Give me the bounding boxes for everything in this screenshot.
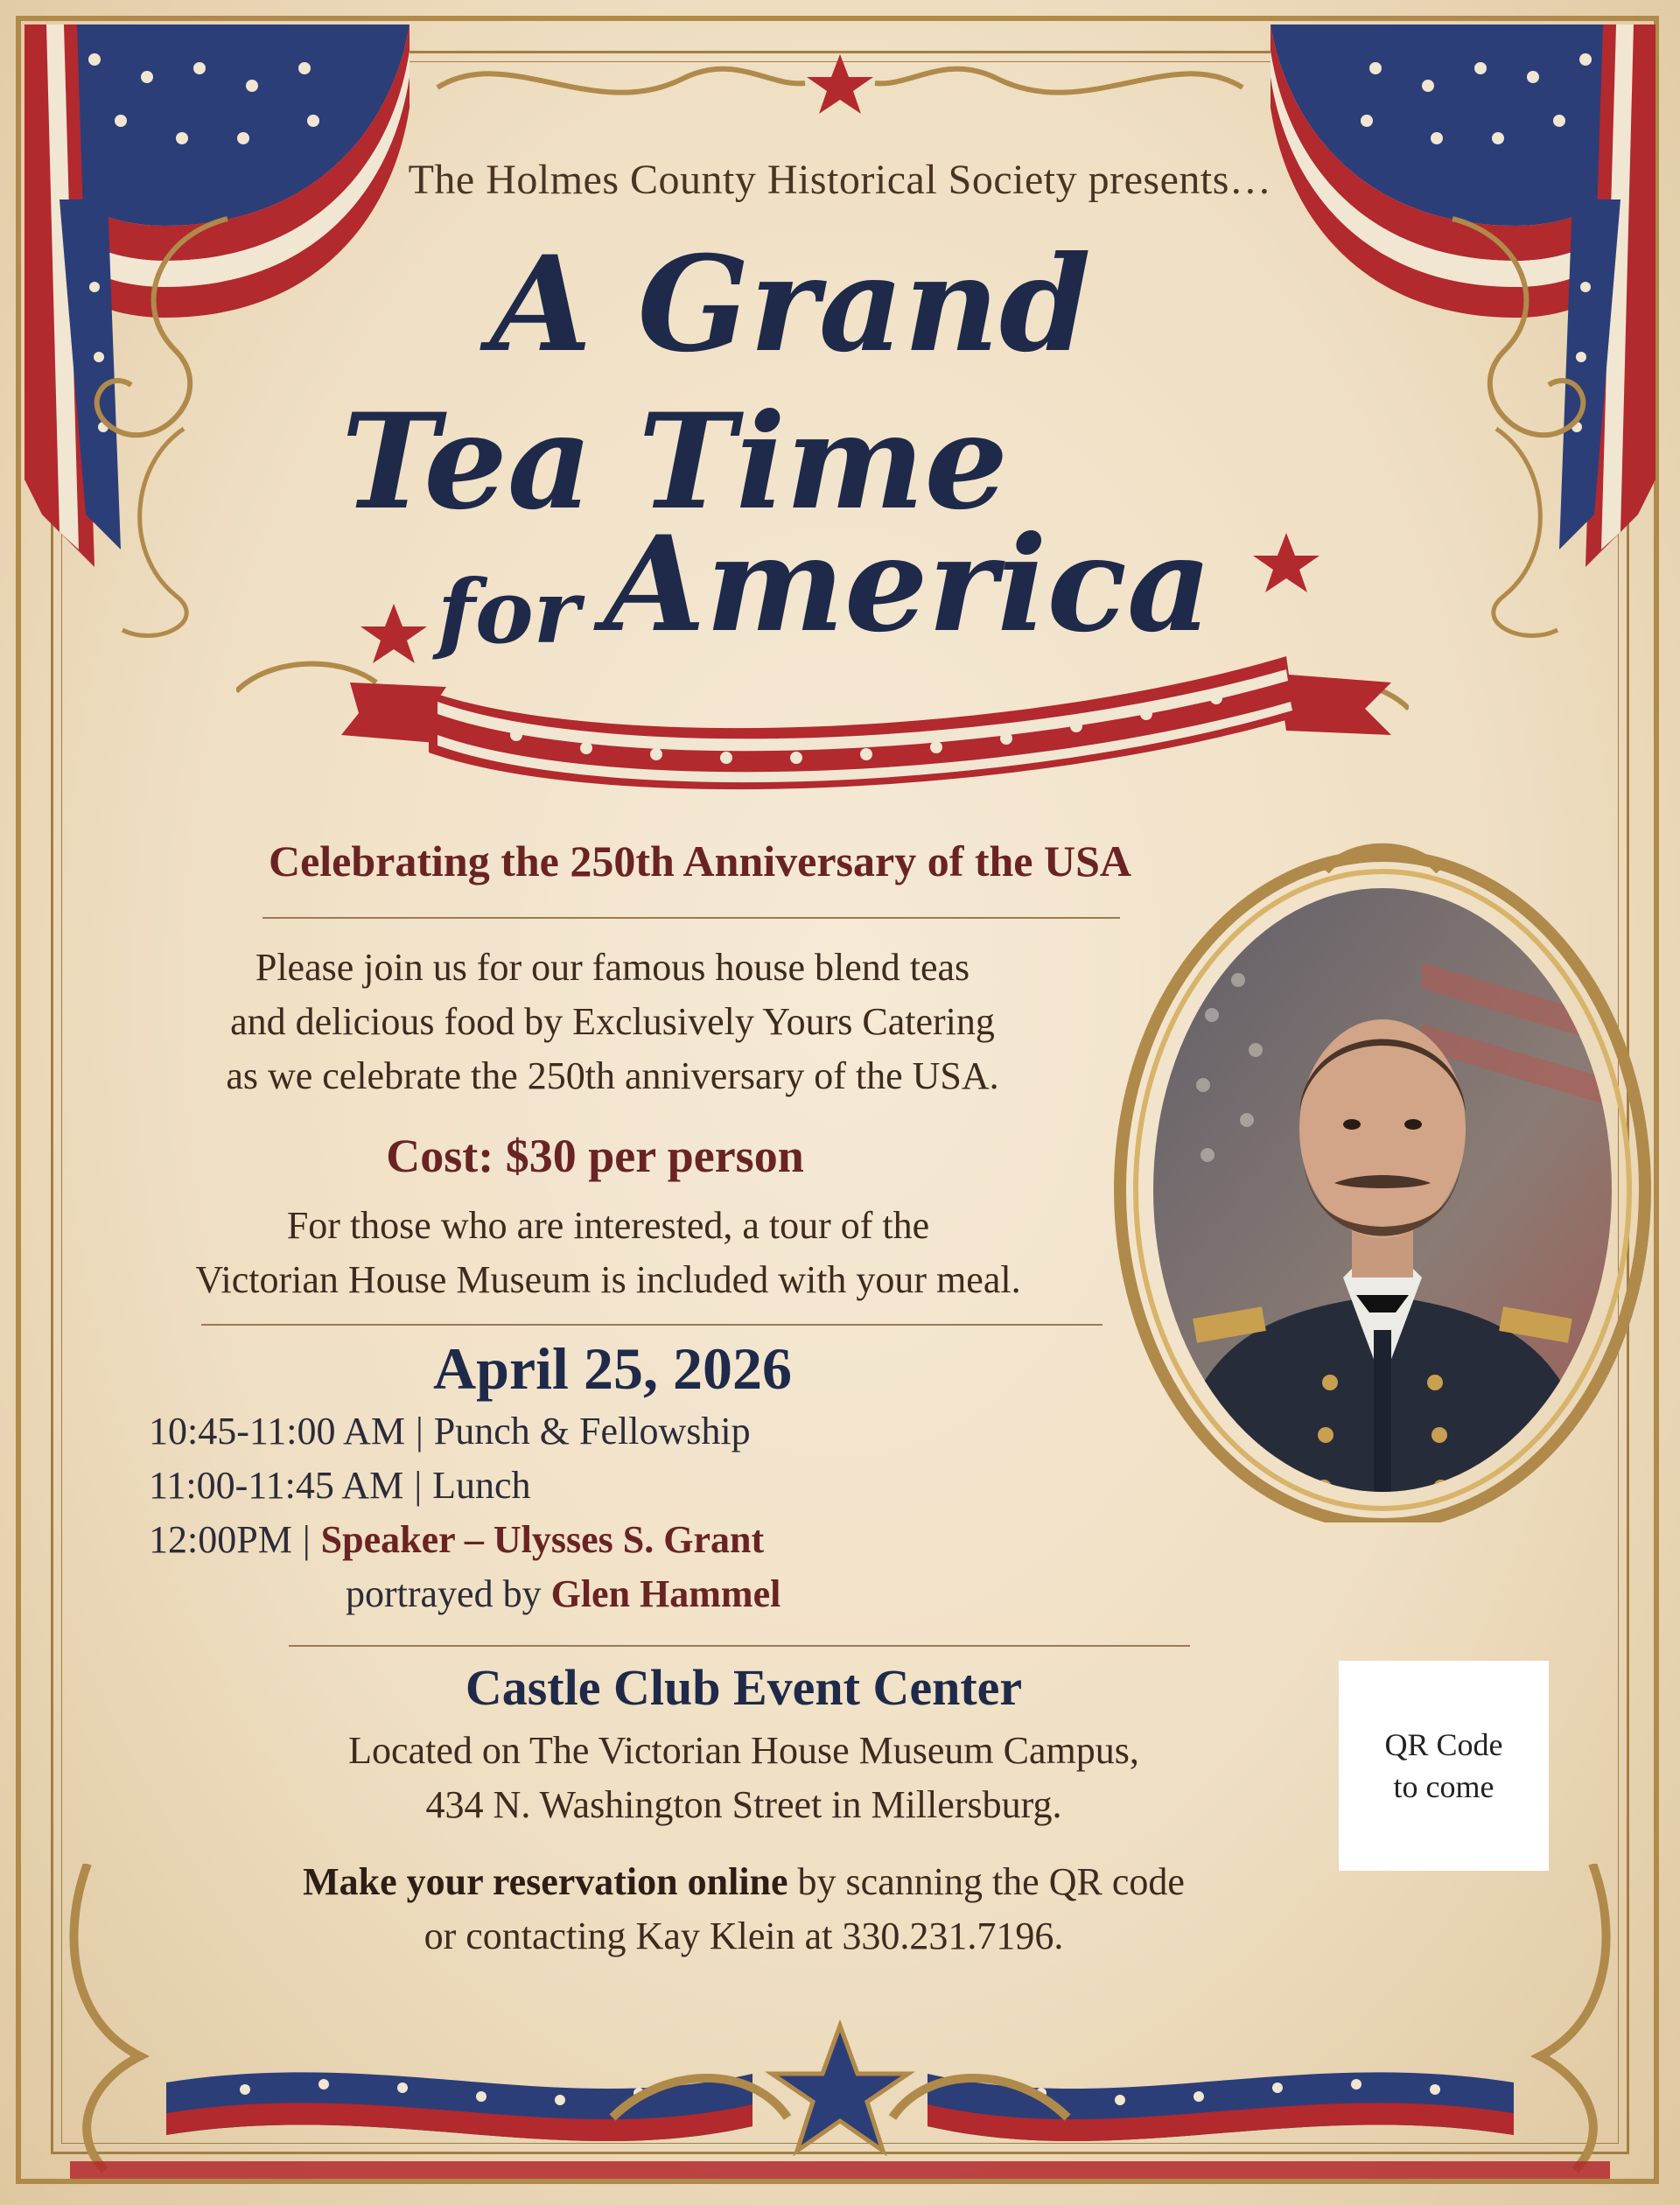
reservation-line-2: or contacting Kay Klein at 330.231.7196. xyxy=(424,1914,1064,1957)
schedule-item: 11:00-11:45 AM | Lunch xyxy=(149,1464,531,1507)
left-scroll-ornament xyxy=(52,201,280,656)
reservation-rest: by scanning the QR code xyxy=(797,1860,1185,1903)
divider xyxy=(262,917,1120,919)
tour-line-1: For those who are interested, a tour of the xyxy=(286,1204,930,1247)
schedule-time: 11:00-11:45 AM xyxy=(149,1464,404,1507)
intro-line-3: as we celebrate the 250th anniversary of the USA. xyxy=(226,1054,999,1097)
bottom-ornament-border xyxy=(35,1864,1645,2196)
portrait-general xyxy=(1107,822,1658,1522)
intro-line-2: and delicious food by Exclusively Yours Catering xyxy=(230,1000,995,1043)
star-icon xyxy=(360,604,427,663)
qr-line-1: QR Code xyxy=(1384,1727,1503,1762)
divider xyxy=(289,1645,1190,1647)
star-icon xyxy=(807,54,873,114)
star-icon xyxy=(772,2026,908,2151)
speaker-note xyxy=(346,1572,780,1616)
divider xyxy=(201,1324,1102,1326)
schedule-event: Punch & Fellowship xyxy=(433,1410,751,1452)
schedule-event: Speaker – Ulysses S. Grant xyxy=(320,1518,765,1561)
tour-paragraph xyxy=(131,1199,1085,1307)
speaker-prefix: portrayed by xyxy=(346,1572,542,1615)
title-line-3: America xyxy=(604,508,1213,662)
schedule-item: 12:00PM | Speaker – Ulysses S. Grant xyxy=(149,1518,765,1561)
venue-line-2: 434 N. Washington Street in Millersburg. xyxy=(425,1783,1062,1826)
schedule-time: 12:00PM xyxy=(149,1518,292,1561)
star-icon xyxy=(1251,529,1321,599)
schedule-event: Lunch xyxy=(432,1464,531,1507)
qr-code-placeholder xyxy=(1339,1661,1549,1871)
schedule-item: 10:45-11:00 AM | Punch & Fellowship xyxy=(149,1410,751,1452)
venue-name: Castle Club Event Center xyxy=(465,1659,1023,1716)
event-date: April 25, 2026 xyxy=(433,1335,792,1402)
intro-line-1: Please join us for our famous house blend teas xyxy=(255,946,970,989)
intro-paragraph xyxy=(131,941,1094,1103)
right-scroll-ornament xyxy=(1400,201,1628,656)
speaker-portrayer: Glen Hammel xyxy=(550,1572,781,1615)
title-line-2: Tea Time xyxy=(341,385,1009,539)
qr-line-2: to come xyxy=(1393,1769,1494,1804)
title-for: for xyxy=(438,560,580,663)
top-ornament xyxy=(402,35,1278,131)
tour-line-2: Victorian House Museum is included with your meal. xyxy=(195,1258,1021,1301)
venue-address xyxy=(149,1724,1339,1832)
title-line-1: A Grand xyxy=(490,228,1091,382)
reservation-bold: Make your reservation online xyxy=(303,1860,788,1903)
cost-line: Cost: $30 per person xyxy=(386,1130,804,1182)
ribbon-banner xyxy=(236,604,1409,805)
venue-line-1: Located on The Victorian House Museum Campus, xyxy=(348,1729,1139,1772)
schedule-time: 10:45-11:00 AM xyxy=(149,1410,405,1452)
subtitle: Celebrating the 250th Anniversary of the USA xyxy=(268,836,1132,886)
presenter-line: The Holmes County Historical Society presents… xyxy=(408,157,1272,203)
